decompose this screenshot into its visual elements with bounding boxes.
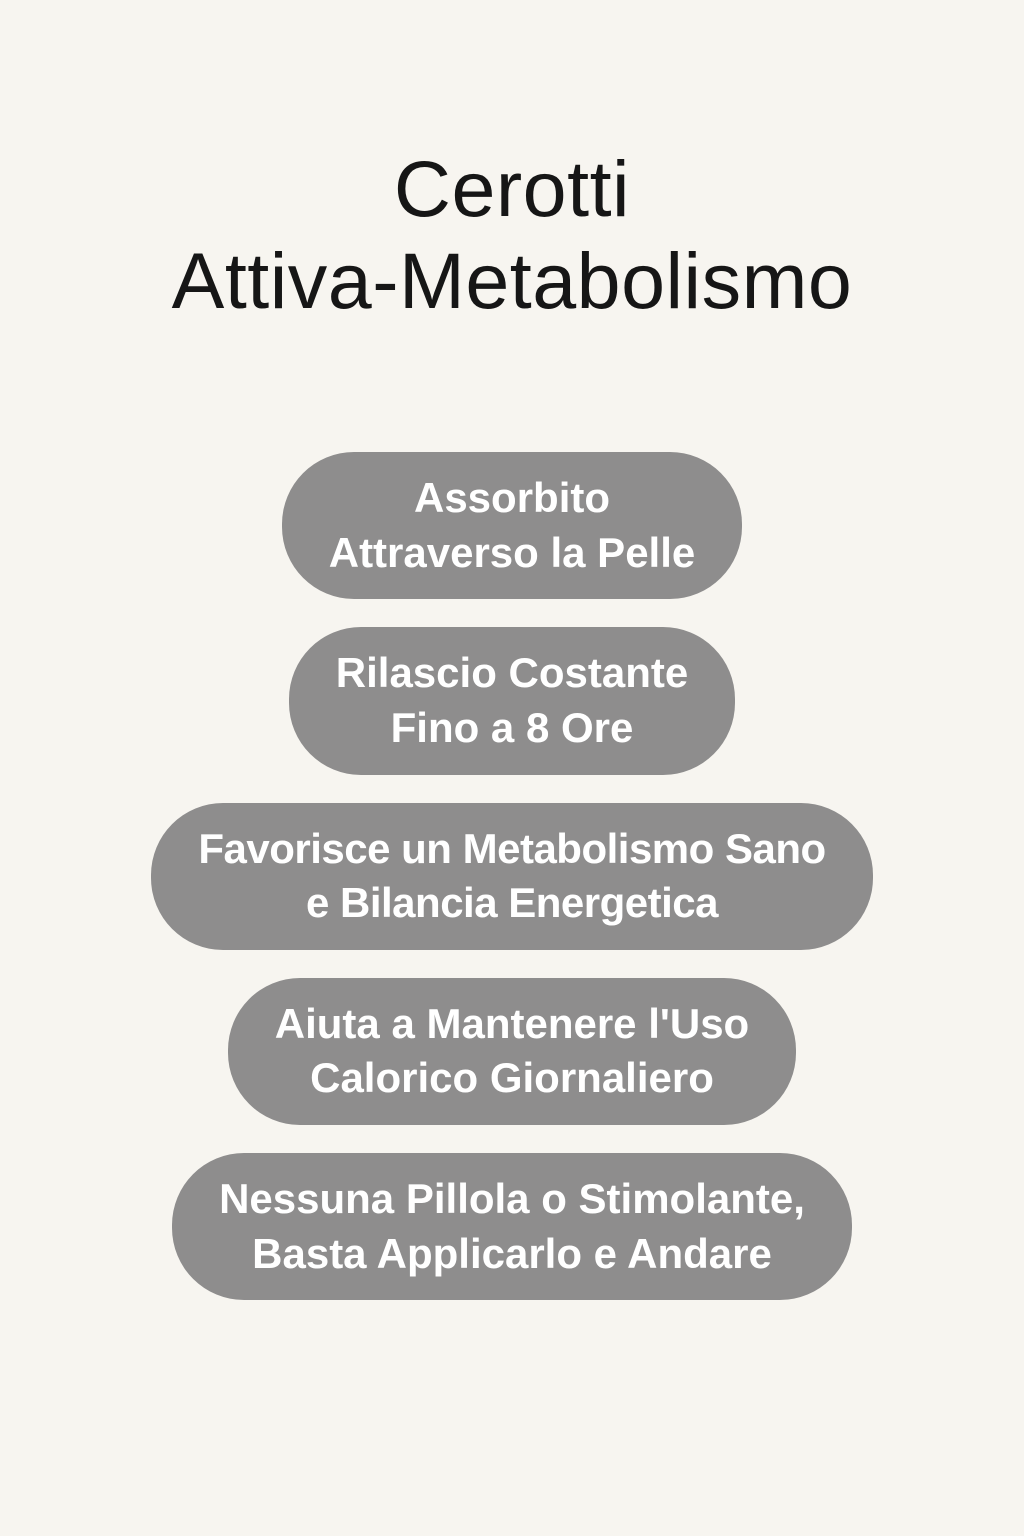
badge-line: Nessuna Pillola o Stimolante,	[219, 1175, 805, 1222]
feature-badge-healthy-metabolism	[151, 803, 872, 950]
feature-badge-steady-release	[289, 627, 735, 774]
feature-badge-absorbed-through-skin	[282, 452, 743, 599]
page-title	[172, 143, 853, 326]
badge-line: Rilascio Costante	[335, 649, 689, 697]
badge-line: e Bilancia Energetica	[305, 879, 719, 927]
badge-line: Calorico Giornaliero	[310, 1054, 714, 1102]
badge-line: Assorbito	[413, 474, 610, 522]
badge-line: Favorisce un Metabolismo Sano	[198, 824, 826, 872]
page-title-line2: Attiva-Metabolismo	[171, 235, 853, 325]
page-title-line1: Cerotti	[393, 144, 631, 233]
badge-line: Basta Applicarlo e Andare	[252, 1229, 772, 1277]
badge-line: Aiuta a Mantenere l'Uso	[274, 999, 750, 1047]
feature-badge-no-pills	[172, 1153, 852, 1300]
feature-badge-list	[151, 452, 872, 1300]
badge-line: Attraverso la Pelle	[328, 528, 696, 576]
feature-badge-caloric-use	[228, 978, 796, 1125]
badge-line: Fino a 8 Ore	[390, 704, 634, 752]
